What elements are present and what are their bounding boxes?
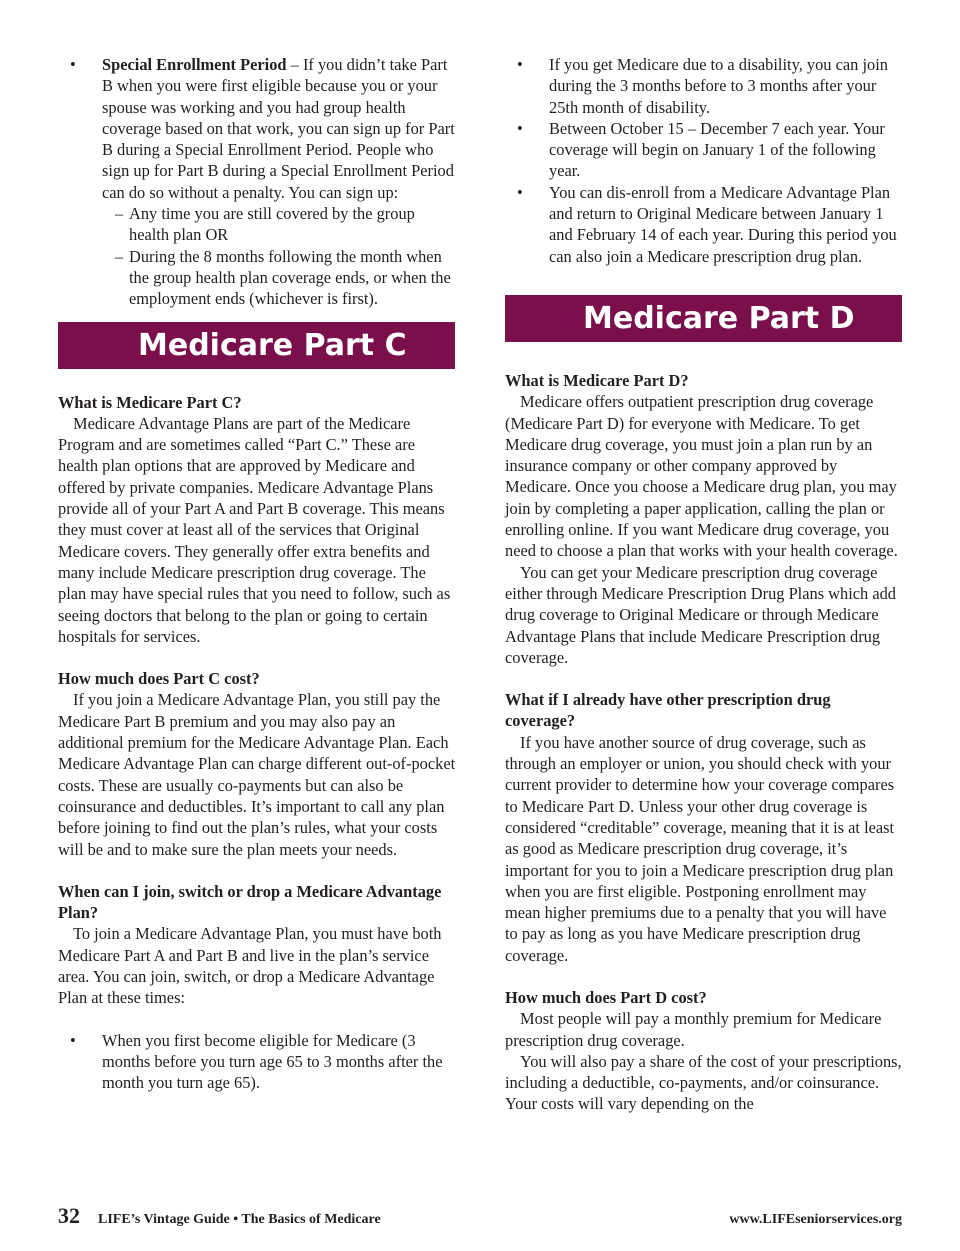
part-d-paragraph-share: You will also pay a share of the cost of your prescriptions, including a deductible, co-payments, and/or coinsurance. Your costs will vary depending on the <box>505 1051 902 1114</box>
part-d-question-cost: How much does Part D cost? <box>505 987 707 1007</box>
special-enrollment-bullet <box>58 54 456 203</box>
part-c-paragraph-cost: If you join a Medicare Advantage Plan, you still pay the Medicare Part B premium and you may also pay an additional premium for the Medicare Advantage Plan. Each Medicare Advantage Plan can charge different out-of-pocket costs. These are usually co-payments but can also be coinsurance and deductibles. It’s important to call any plan before joining to find out the plan’s rules, what your costs will be and to make sure the plan meets your needs. <box>58 690 456 859</box>
part-c-question-cost: How much does Part C cost? <box>58 669 260 689</box>
special-enrollment-text: – If you didn’t take Part B when you were first eligible because you or your spouse was working and you had group health coverage based on that work, you can sign up for Part B during a Special Enrollment Period. People who sign up for Part B during a Special Enrollment Period can do so without a penalty. You can sign up: <box>102 55 455 202</box>
part-c-paragraph-what: Medicare Advantage Plans are part of the Medicare Program and are sometimes called “Part C.” These are health plan options that are approved by Medicare and offered by private companies. Medicare Advantage Plans provide all of your Part A and Part B coverage. This means they must cover at least all of the services that Original Medicare covers. They generally offer extra benefits and many include Medicare prescription drug coverage. The plan may have special rules that you need to follow, such as seeing doctors that belong to the plan or going to certain hospitals for services. <box>58 413 451 646</box>
join-time-bullet: • Between October 15 – December 7 each year. Your coverage will begin on January 1 of the following year. <box>517 118 885 181</box>
part-d-paragraph-premium: Most people will pay a monthly premium for Medicare prescription drug coverage. <box>505 1009 882 1050</box>
page-number: 32 <box>58 1203 80 1228</box>
medicare-part-d-banner: Medicare Part D <box>505 295 902 342</box>
publication-title: LIFE’s Vintage Guide • The Basics of Medicare <box>98 1212 381 1227</box>
part-c-paragraph-join: To join a Medicare Advantage Plan, you must have both Medicare Part A and Part B and live in the plan’s service area. You can join, switch, or drop a Medicare Advantage Plan at these times: <box>58 924 442 1008</box>
medicare-part-c-banner: Medicare Part C <box>58 322 455 369</box>
bullet-dot: • <box>70 55 76 74</box>
special-enrollment-lead: Special Enrollment Period <box>102 55 287 74</box>
part-c-question-what: What is Medicare Part C? <box>58 392 242 412</box>
sub-item: – During the 8 months following the month when the group health plan coverage ends, or when the employment ends (whichever is first). <box>115 246 451 309</box>
left-column <box>58 54 456 1093</box>
join-time-bullet: • You can dis-enroll from a Medicare Advantage Plan and return to Original Medicare between January 1 and February 14 of each year. During this period you can also join a Medicare prescription drug plan. <box>517 182 897 266</box>
sub-item: – Any time you are still covered by the group health plan OR <box>115 204 415 245</box>
part-d-paragraph-options: You can get your Medicare prescription drug coverage either through Medicare Prescription Drug Plans which add drug coverage to Original Medicare or through Medicare Advantage Plans that include Medicare Prescription drug coverage. <box>505 562 896 667</box>
part-d-paragraph-what: Medicare offers outpatient prescription drug coverage (Medicare Part D) for everyone with Medicare. To get Medicare drug coverage, you must join a plan run by an insurance company or other company approved by Medicare. Once you choose a Medicare drug plan, you may join by completing a paper application, calling the plan or enrolling online. If you want Medicare drug coverage, you need to choose a plan that works with your health coverage. <box>505 392 898 561</box>
page-footer <box>58 1203 902 1229</box>
right-column <box>505 54 903 1115</box>
join-time-bullet: • When you first become eligible for Medicare (3 months before you turn age 65 to 3 months after the month you turn age 65). <box>70 1030 443 1093</box>
part-d-paragraph-other-coverage: If you have another source of drug coverage, such as through an employer or union, you should check with your current provider to determine how your coverage compares to Medicare Part D. Unless your other drug coverage is considered “creditable” coverage, meaning that it is at least as good as Medicare prescription drug coverage, it’s important for you to join a Medicare prescription drug plan when you are first eligible. Postponing enrollment may mean higher premiums due to a penalty that you will have to pay as long as you have Medicare prescription drug coverage. <box>505 732 895 965</box>
part-d-question-other-coverage: What if I already have other prescription drug coverage? <box>505 690 831 731</box>
website-url[interactable]: www.LIFEseniorservices.org <box>729 1212 902 1227</box>
part-c-question-join: When can I join, switch or drop a Medicare Advantage Plan? <box>58 881 442 923</box>
join-time-bullet: • If you get Medicare due to a disability, you can join during the 3 months before to 3 months after your 25th month of disability. <box>517 55 888 117</box>
part-d-question-what: What is Medicare Part D? <box>505 370 689 390</box>
